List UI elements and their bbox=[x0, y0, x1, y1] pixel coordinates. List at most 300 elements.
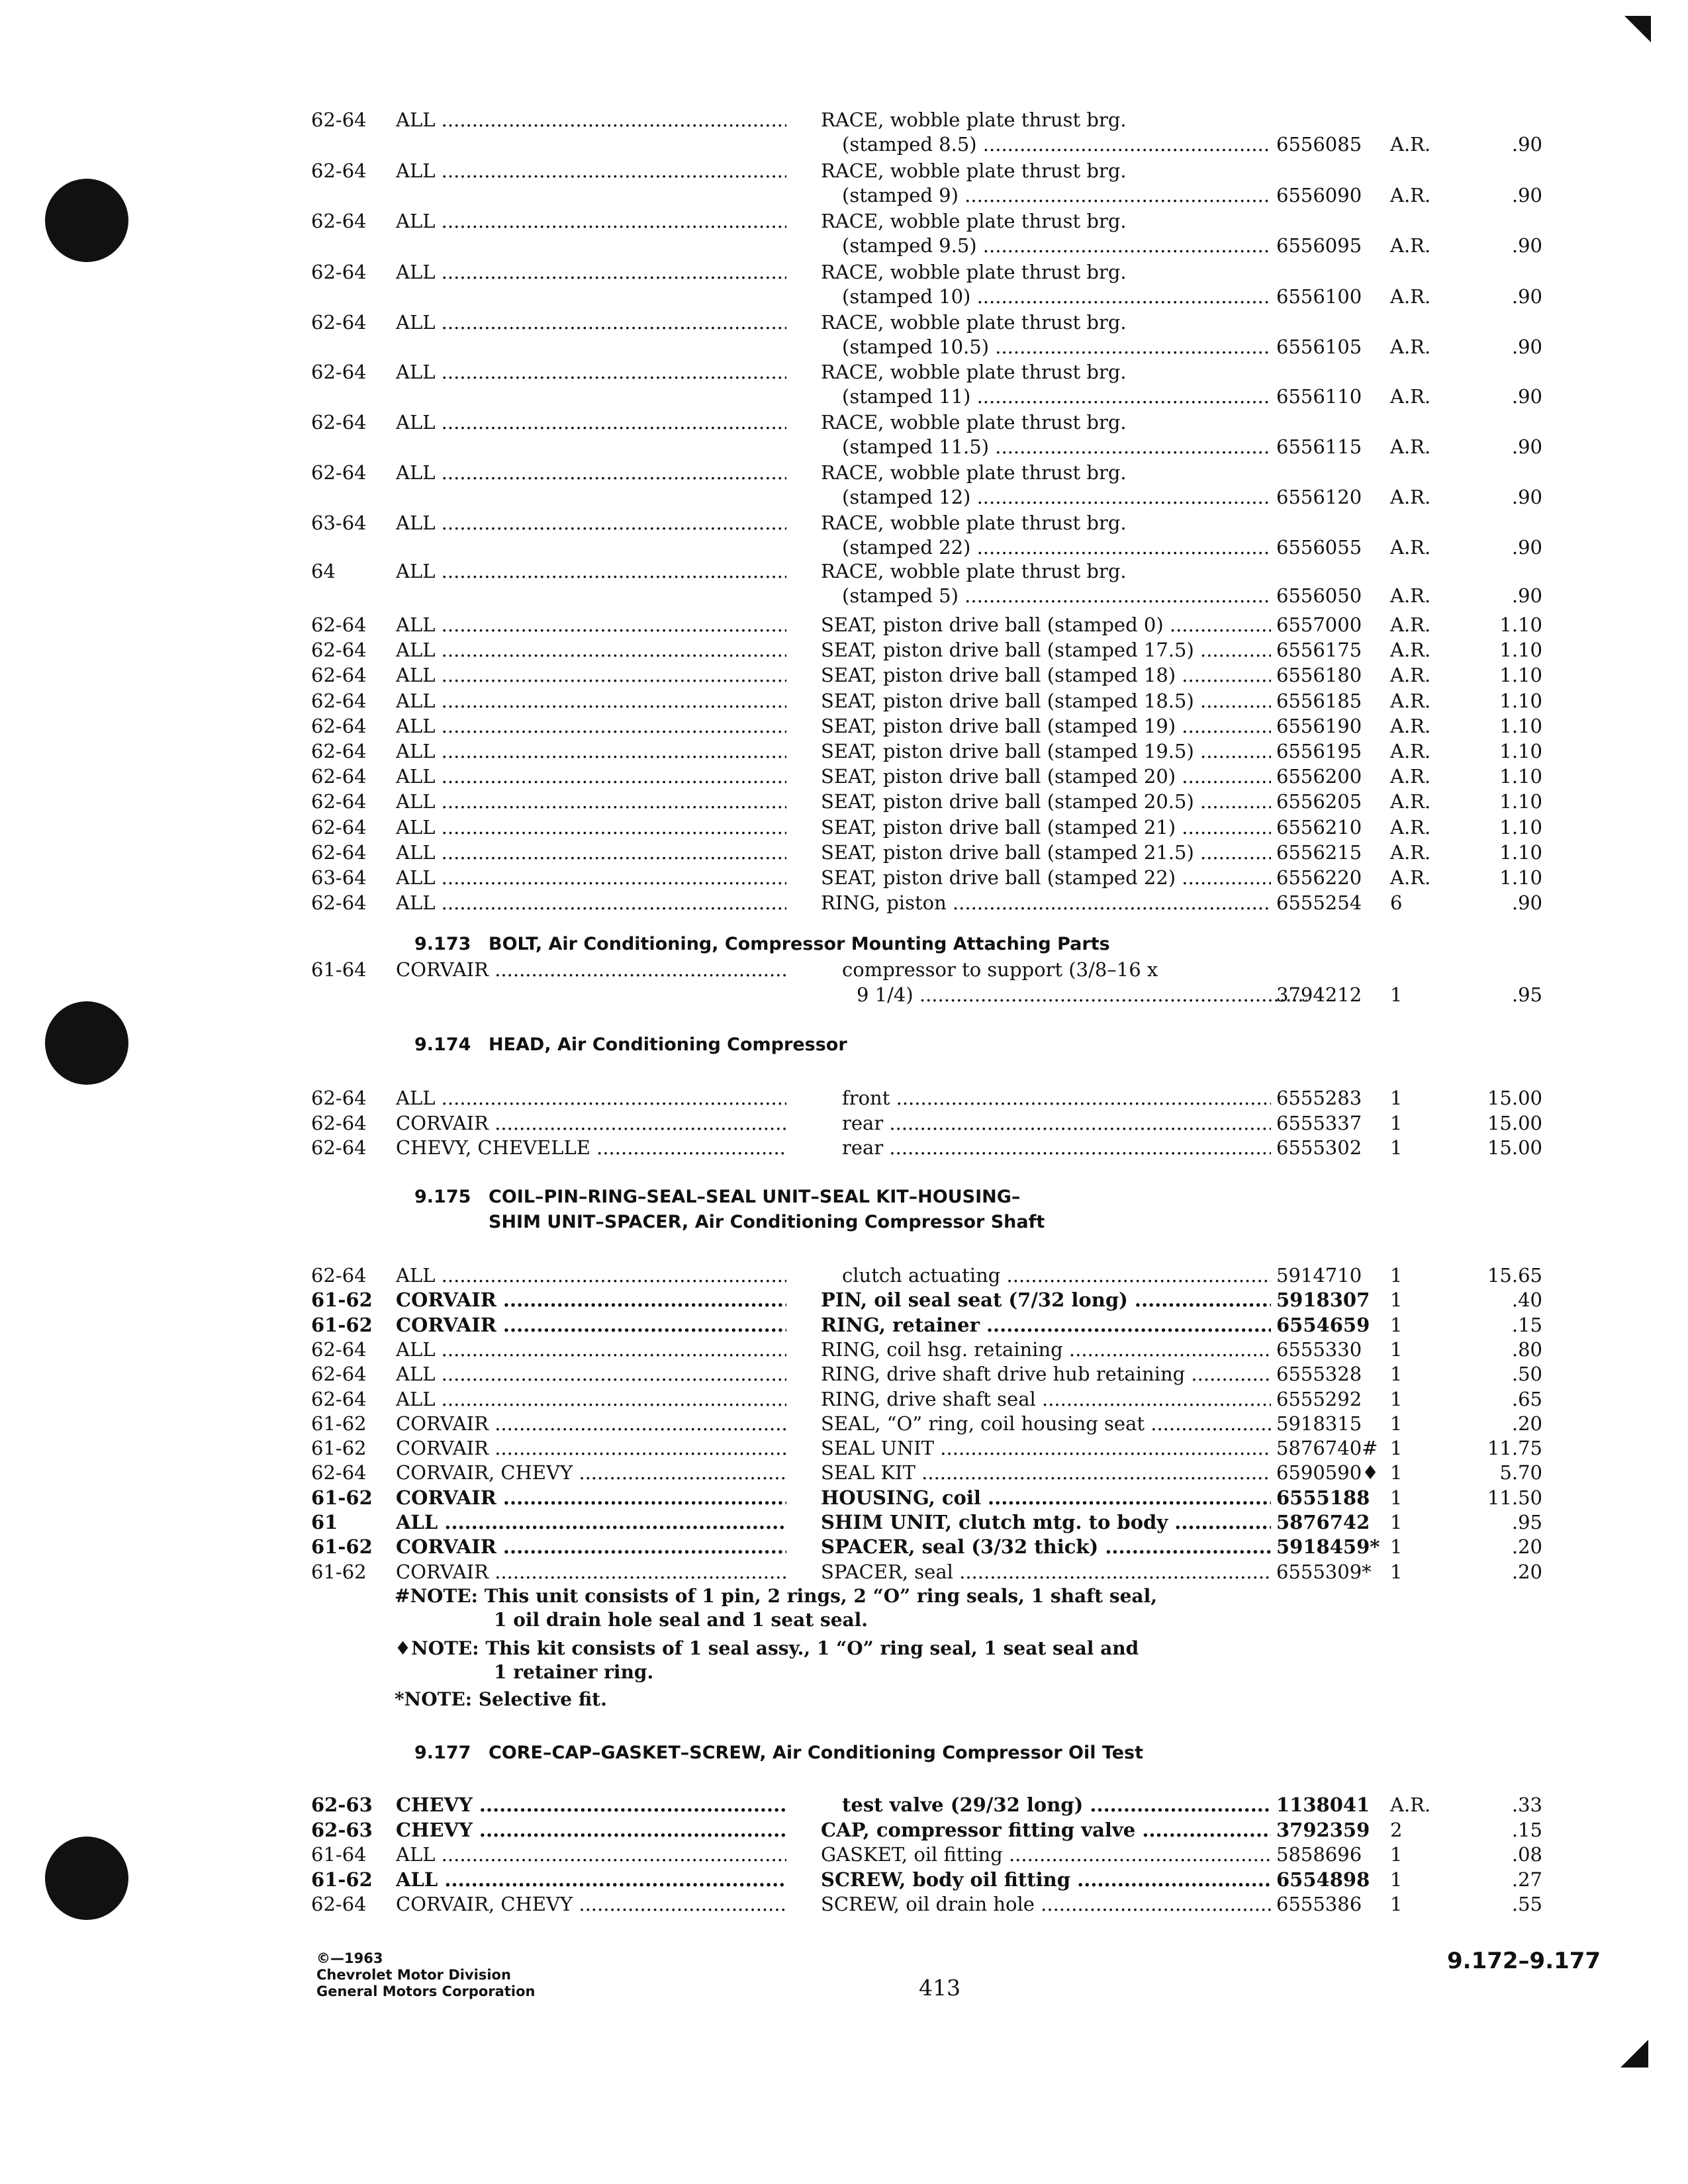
quantity: A.R. bbox=[1390, 184, 1431, 206]
model: ALL ..... bbox=[396, 713, 786, 739]
race-row-line1 bbox=[0, 510, 1688, 535]
oil-test-row bbox=[0, 1842, 1688, 1867]
year-range: 62-64 bbox=[311, 689, 367, 712]
note-line: #NOTE: This unit consists of 1 pin, 2 rings, 2 “O” ring seals, 1 shaft seal, bbox=[395, 1585, 1157, 1607]
part-description: SEAT, piston drive ball (stamped 18.5) ..... bbox=[821, 688, 1271, 713]
part-number: 5918459* bbox=[1276, 1535, 1380, 1559]
quantity: 1 bbox=[1390, 1486, 1403, 1509]
model: ALL ..... bbox=[396, 739, 786, 764]
copyright-line: ©—1963 bbox=[316, 1950, 383, 1966]
model: CORVAIR ..... bbox=[396, 1312, 786, 1338]
price: .95 bbox=[1511, 983, 1542, 1006]
year-range: 61-62 bbox=[311, 1868, 373, 1891]
part-description: (stamped 10) ..... bbox=[842, 284, 1271, 309]
shaft-part-row bbox=[0, 1361, 1688, 1387]
year-range: 61-62 bbox=[311, 1486, 373, 1509]
quantity: 1 bbox=[1390, 1087, 1403, 1109]
note-continuation: 1 retainer ring. bbox=[494, 1661, 654, 1683]
quantity: A.R. bbox=[1390, 435, 1431, 458]
note-line: ♦NOTE: This kit consists of 1 seal assy., 1 “O” ring seal, 1 seat seal and bbox=[395, 1637, 1139, 1659]
part-number: 6556105 bbox=[1276, 336, 1362, 358]
year-range: 62-64 bbox=[311, 311, 367, 334]
race-row-line1 bbox=[0, 310, 1688, 335]
quantity: 1 bbox=[1390, 1461, 1403, 1484]
year-range: 62-64 bbox=[311, 891, 367, 915]
model: ALL ..... bbox=[396, 1387, 786, 1412]
price: .65 bbox=[1511, 1387, 1542, 1410]
part-description: SCREW, oil drain hole ..... bbox=[821, 1891, 1271, 1917]
part-description: rear ..... bbox=[842, 1135, 1271, 1160]
race-row-line2 bbox=[0, 583, 1688, 608]
part-description: RACE, wobble plate thrust brg. bbox=[821, 461, 1127, 484]
part-number: 5876740# bbox=[1276, 1437, 1378, 1460]
section-title: HEAD, Air Conditioning Compressor bbox=[489, 1034, 847, 1055]
quantity: 1 bbox=[1390, 1387, 1403, 1410]
year-range: 62-64 bbox=[311, 361, 367, 383]
seat-row bbox=[0, 764, 1688, 789]
part-description: RACE, wobble plate thrust brg. bbox=[821, 361, 1127, 383]
quantity: A.R. bbox=[1390, 714, 1431, 737]
price: .95 bbox=[1511, 1511, 1542, 1533]
model: ALL ..... bbox=[396, 1510, 786, 1535]
model: ALL ..... bbox=[396, 612, 786, 637]
year-range: 61-62 bbox=[311, 1313, 373, 1336]
part-description: SEAT, piston drive ball (stamped 19) ..... bbox=[821, 713, 1271, 739]
price: 1.10 bbox=[1499, 740, 1542, 762]
race-row-line1 bbox=[0, 208, 1688, 234]
year-range: 61-64 bbox=[311, 958, 367, 981]
quantity: 1 bbox=[1390, 1560, 1403, 1583]
part-number: 3794212 bbox=[1276, 983, 1362, 1006]
shaft-part-row bbox=[0, 1337, 1688, 1362]
year-range: 62-64 bbox=[311, 1087, 367, 1109]
seat-row bbox=[0, 688, 1688, 713]
price: .40 bbox=[1511, 1289, 1542, 1312]
quantity: A.R. bbox=[1390, 841, 1431, 864]
year-range: 61-64 bbox=[311, 1843, 367, 1866]
part-number: 6556205 bbox=[1276, 790, 1362, 813]
part-description: SCREW, body oil fitting ..... bbox=[821, 1867, 1271, 1892]
seat-row bbox=[0, 815, 1688, 840]
quantity: A.R. bbox=[1390, 486, 1431, 508]
quantity: 1 bbox=[1390, 1412, 1403, 1435]
price: 1.10 bbox=[1499, 765, 1542, 788]
section-title: CORE–CAP–GASKET–SCREW, Air Conditioning Compressor Oil Test bbox=[489, 1743, 1144, 1763]
section-9-175-heading-line2: SHIM UNIT–SPACER, Air Conditioning Compressor Shaft bbox=[489, 1212, 1045, 1232]
part-number: 6556050 bbox=[1276, 584, 1362, 607]
part-number: 5918307 bbox=[1276, 1289, 1370, 1312]
part-description: SEAT, piston drive ball (stamped 20) ..... bbox=[821, 764, 1271, 789]
price: .15 bbox=[1511, 1818, 1542, 1841]
part-number: 6556055 bbox=[1276, 536, 1362, 559]
part-description: (stamped 22) ..... bbox=[842, 535, 1271, 560]
part-number: 6555328 bbox=[1276, 1363, 1362, 1386]
price: 11.75 bbox=[1487, 1437, 1542, 1460]
corner-mark-bottom-right bbox=[1620, 2040, 1648, 2068]
year-range: 62-64 bbox=[311, 1387, 367, 1410]
page-number: 413 bbox=[919, 1975, 961, 2001]
oil-test-row bbox=[0, 1891, 1688, 1917]
part-number: 6555337 bbox=[1276, 1111, 1362, 1134]
model: ALL ..... bbox=[396, 637, 786, 662]
shaft-part-row bbox=[0, 1387, 1688, 1412]
quantity: 1 bbox=[1390, 1136, 1403, 1159]
model: CORVAIR ..... bbox=[396, 1111, 786, 1136]
part-description: SEAL KIT ..... bbox=[821, 1460, 1271, 1485]
part-number: 6555283 bbox=[1276, 1087, 1362, 1109]
part-number: 6556195 bbox=[1276, 740, 1362, 762]
price: 11.50 bbox=[1487, 1486, 1542, 1509]
quantity: A.R. bbox=[1390, 689, 1431, 712]
head-row bbox=[0, 1111, 1688, 1136]
model: ALL ..... bbox=[396, 510, 786, 535]
section-range: 9.172–9.177 bbox=[1447, 1948, 1601, 1974]
year-range: 61-62 bbox=[311, 1412, 367, 1435]
part-description: RACE, wobble plate thrust brg. bbox=[821, 560, 1127, 582]
price: .80 bbox=[1511, 1338, 1542, 1361]
price: .90 bbox=[1511, 435, 1542, 458]
shaft-part-row bbox=[0, 1534, 1688, 1559]
race-row-line1 bbox=[0, 107, 1688, 132]
part-description: RACE, wobble plate thrust brg. bbox=[821, 109, 1127, 131]
section-title: BOLT, Air Conditioning, Compressor Mounting Attaching Parts bbox=[489, 934, 1110, 954]
part-number: 6556185 bbox=[1276, 689, 1362, 712]
model: CORVAIR ..... bbox=[396, 1485, 786, 1510]
part-number: 6555330 bbox=[1276, 1338, 1362, 1361]
part-number: 6556100 bbox=[1276, 285, 1362, 308]
race-row-line1 bbox=[0, 410, 1688, 435]
part-description: RACE, wobble plate thrust brg. bbox=[821, 210, 1127, 232]
year-range: 62-64 bbox=[311, 815, 367, 839]
part-number: 6554659 bbox=[1276, 1313, 1370, 1336]
section-number: 9.175 bbox=[414, 1187, 471, 1207]
year-range: 62-64 bbox=[311, 411, 367, 433]
quantity: A.R. bbox=[1390, 336, 1431, 358]
model: ALL ..... bbox=[396, 1263, 786, 1288]
price: .90 bbox=[1511, 891, 1542, 915]
bolt-row-line1 bbox=[0, 957, 1688, 982]
race-row-line2 bbox=[0, 284, 1688, 309]
price: 15.65 bbox=[1487, 1264, 1542, 1287]
quantity: 1 bbox=[1390, 1313, 1403, 1336]
quantity: A.R. bbox=[1390, 234, 1431, 257]
year-range: 63-64 bbox=[311, 512, 367, 534]
year-range: 62-64 bbox=[311, 261, 367, 283]
section-9-173-heading bbox=[414, 932, 1110, 957]
year-range: 62-64 bbox=[311, 1363, 367, 1386]
year-range: 62-64 bbox=[311, 159, 367, 182]
year-range: 62-64 bbox=[311, 639, 367, 662]
model: ALL ..... bbox=[396, 460, 786, 485]
race-row-line1 bbox=[0, 158, 1688, 183]
part-number: 6556180 bbox=[1276, 664, 1362, 687]
model: ALL ..... bbox=[396, 208, 786, 234]
part-number: 6556210 bbox=[1276, 815, 1362, 839]
year-range: 62-64 bbox=[311, 109, 367, 131]
quantity: 1 bbox=[1390, 1111, 1403, 1134]
quantity: 1 bbox=[1390, 1511, 1403, 1533]
year-range: 62-64 bbox=[311, 765, 367, 788]
seat-row bbox=[0, 840, 1688, 865]
price: 1.10 bbox=[1499, 815, 1542, 839]
model: ALL ..... bbox=[396, 815, 786, 840]
part-description: SEAL, “O” ring, coil housing seat ..... bbox=[821, 1411, 1271, 1436]
quantity: 1 bbox=[1390, 1843, 1403, 1866]
part-number: 6556110 bbox=[1276, 385, 1362, 408]
publisher-division: Chevrolet Motor Division bbox=[316, 1967, 511, 1983]
part-number: 6555309* bbox=[1276, 1560, 1372, 1583]
model: ALL ..... bbox=[396, 890, 786, 915]
quantity: A.R. bbox=[1390, 385, 1431, 408]
price: .50 bbox=[1511, 1363, 1542, 1386]
year-range: 62-64 bbox=[311, 841, 367, 864]
part-number: 6555292 bbox=[1276, 1387, 1362, 1410]
race-row-line1 bbox=[0, 259, 1688, 285]
part-number: 5876742 bbox=[1276, 1511, 1370, 1533]
part-description: 9 1/4) ..... bbox=[857, 982, 1307, 1007]
note-line: *NOTE: Selective fit. bbox=[395, 1688, 607, 1710]
race-row-line1 bbox=[0, 460, 1688, 485]
part-description: RING, drive shaft seal ..... bbox=[821, 1387, 1271, 1412]
year-range: 62-64 bbox=[311, 1264, 367, 1287]
race-row-line2 bbox=[0, 484, 1688, 510]
model: CORVAIR, CHEVY ..... bbox=[396, 1460, 786, 1485]
model: ALL ..... bbox=[396, 1842, 786, 1867]
quantity: A.R. bbox=[1390, 866, 1431, 889]
part-number: 6557000 bbox=[1276, 614, 1362, 636]
part-number: 1138041 bbox=[1276, 1794, 1370, 1816]
oil-test-row bbox=[0, 1817, 1688, 1843]
race-row-line2 bbox=[0, 233, 1688, 258]
seat-row bbox=[0, 890, 1688, 915]
quantity: A.R. bbox=[1390, 790, 1431, 813]
part-description: RING, coil hsg. retaining ..... bbox=[821, 1337, 1271, 1362]
year-range: 62-64 bbox=[311, 1136, 367, 1159]
model: ALL ..... bbox=[396, 688, 786, 713]
part-description: rear ..... bbox=[842, 1111, 1271, 1136]
shaft-part-row bbox=[0, 1263, 1688, 1288]
part-number: 6556090 bbox=[1276, 184, 1362, 206]
part-number: 6554898 bbox=[1276, 1868, 1370, 1891]
shaft-part-row bbox=[0, 1460, 1688, 1485]
year-range: 62-64 bbox=[311, 1111, 367, 1134]
model: ALL ..... bbox=[396, 865, 786, 890]
part-number: 3792359 bbox=[1276, 1818, 1370, 1841]
year-range: 62-64 bbox=[311, 1461, 367, 1484]
price: .15 bbox=[1511, 1313, 1542, 1336]
year-range: 64 bbox=[311, 560, 336, 582]
seat-row bbox=[0, 739, 1688, 764]
note-continuation: 1 oil drain hole seal and 1 seat seal. bbox=[494, 1609, 868, 1631]
seat-row bbox=[0, 662, 1688, 688]
year-range: 62-64 bbox=[311, 790, 367, 813]
part-description: SEAT, piston drive ball (stamped 19.5) ..... bbox=[821, 739, 1271, 764]
model: CORVAIR ..... bbox=[396, 1435, 786, 1461]
part-number: 6556215 bbox=[1276, 841, 1362, 864]
year-range: 62-63 bbox=[311, 1818, 373, 1841]
part-description: test valve (29/32 long) ..... bbox=[842, 1792, 1271, 1817]
shaft-part-row bbox=[0, 1485, 1688, 1510]
quantity: A.R. bbox=[1390, 285, 1431, 308]
part-description: SEAT, piston drive ball (stamped 22) ..... bbox=[821, 865, 1271, 890]
quantity: 1 bbox=[1390, 1363, 1403, 1386]
part-description: SEAL UNIT ..... bbox=[821, 1435, 1271, 1461]
part-description: RACE, wobble plate thrust brg. bbox=[821, 159, 1127, 182]
model: ALL ..... bbox=[396, 764, 786, 789]
model: ALL ..... bbox=[396, 1867, 786, 1892]
model: ALL ..... bbox=[396, 107, 786, 132]
quantity: 1 bbox=[1390, 1535, 1403, 1559]
part-description: compressor to support (3/8–16 x bbox=[842, 958, 1158, 981]
year-range: 61-62 bbox=[311, 1437, 367, 1460]
part-number: 6556115 bbox=[1276, 435, 1362, 458]
race-row-line2 bbox=[0, 535, 1688, 560]
section-number: 9.173 bbox=[414, 934, 471, 954]
quantity: 1 bbox=[1390, 1289, 1403, 1312]
part-number: 6556190 bbox=[1276, 714, 1362, 737]
quantity: A.R. bbox=[1390, 1794, 1431, 1816]
shaft-part-row bbox=[0, 1510, 1688, 1535]
part-description: (stamped 12) ..... bbox=[842, 484, 1271, 510]
shaft-part-row bbox=[0, 1287, 1688, 1312]
part-description: SPACER, seal ..... bbox=[821, 1559, 1271, 1584]
section-title: COIL–PIN–RING–SEAL–SEAL UNIT–SEAL KIT–HOUSING– bbox=[489, 1187, 1021, 1207]
seat-row bbox=[0, 612, 1688, 637]
part-number: 5914710 bbox=[1276, 1264, 1362, 1287]
quantity: A.R. bbox=[1390, 584, 1431, 607]
race-row-line1 bbox=[0, 559, 1688, 584]
part-description: SPACER, seal (3/32 thick) ..... bbox=[821, 1534, 1271, 1559]
price: .55 bbox=[1511, 1893, 1542, 1915]
head-row bbox=[0, 1135, 1688, 1160]
shaft-part-row bbox=[0, 1312, 1688, 1338]
quantity: A.R. bbox=[1390, 614, 1431, 636]
part-description: SHIM UNIT, clutch mtg. to body ..... bbox=[821, 1510, 1271, 1535]
price: .33 bbox=[1511, 1794, 1542, 1816]
seat-row bbox=[0, 637, 1688, 662]
quantity: A.R. bbox=[1390, 740, 1431, 762]
part-description: (stamped 11) ..... bbox=[842, 384, 1271, 409]
price: 1.10 bbox=[1499, 689, 1542, 712]
section-9-177-heading bbox=[414, 1741, 1143, 1766]
shaft-part-row bbox=[0, 1559, 1688, 1584]
part-description: RACE, wobble plate thrust brg. bbox=[821, 311, 1127, 334]
year-range: 62-64 bbox=[311, 210, 367, 232]
price: 15.00 bbox=[1487, 1087, 1542, 1109]
quantity: A.R. bbox=[1390, 639, 1431, 662]
price: 15.00 bbox=[1487, 1111, 1542, 1134]
seat-row bbox=[0, 789, 1688, 814]
year-range: 62-63 bbox=[311, 1794, 373, 1816]
part-description: (stamped 11.5) ..... bbox=[842, 434, 1271, 459]
part-description: (stamped 5) ..... bbox=[842, 583, 1271, 608]
part-number: 6556120 bbox=[1276, 486, 1362, 508]
quantity: A.R. bbox=[1390, 815, 1431, 839]
bolt-row-line2 bbox=[0, 982, 1688, 1007]
part-description: SEAT, piston drive ball (stamped 18) ..... bbox=[821, 662, 1271, 688]
part-description: (stamped 9) ..... bbox=[842, 183, 1271, 208]
part-description: RING, piston ..... bbox=[821, 890, 1271, 915]
part-description: (stamped 8.5) ..... bbox=[842, 132, 1271, 157]
part-description: (stamped 10.5) ..... bbox=[842, 334, 1271, 359]
shaft-part-row bbox=[0, 1435, 1688, 1461]
race-row-line1 bbox=[0, 359, 1688, 385]
model: ALL ..... bbox=[396, 410, 786, 435]
part-description: SEAT, piston drive ball (stamped 20.5) ..... bbox=[821, 789, 1271, 814]
quantity: A.R. bbox=[1390, 765, 1431, 788]
model: ALL ..... bbox=[396, 789, 786, 814]
model: ALL ..... bbox=[396, 158, 786, 183]
quantity: A.R. bbox=[1390, 536, 1431, 559]
model: CHEVY ..... bbox=[396, 1817, 786, 1843]
seat-row bbox=[0, 865, 1688, 890]
race-row-line2 bbox=[0, 132, 1688, 157]
part-description: GASKET, oil fitting ..... bbox=[821, 1842, 1271, 1867]
part-description: SEAT, piston drive ball (stamped 21.5) ..... bbox=[821, 840, 1271, 865]
quantity: A.R. bbox=[1390, 664, 1431, 687]
model: ALL ..... bbox=[396, 1337, 786, 1362]
model: CORVAIR ..... bbox=[396, 1287, 786, 1312]
price: 15.00 bbox=[1487, 1136, 1542, 1159]
part-number: 6590590♦ bbox=[1276, 1461, 1380, 1484]
quantity: 1 bbox=[1390, 1437, 1403, 1460]
price: 1.10 bbox=[1499, 841, 1542, 864]
part-description: HOUSING, coil ..... bbox=[821, 1485, 1271, 1510]
year-range: 61-62 bbox=[311, 1535, 373, 1559]
part-description: clutch actuating ..... bbox=[842, 1263, 1271, 1288]
price: .90 bbox=[1511, 486, 1542, 508]
price: .20 bbox=[1511, 1560, 1542, 1583]
price: .20 bbox=[1511, 1412, 1542, 1435]
price: 5.70 bbox=[1499, 1461, 1542, 1484]
quantity: 1 bbox=[1390, 1338, 1403, 1361]
part-description: SEAT, piston drive ball (stamped 0) ..... bbox=[821, 612, 1271, 637]
part-description: (stamped 9.5) ..... bbox=[842, 233, 1271, 258]
part-number: 5918315 bbox=[1276, 1412, 1362, 1435]
price: 1.10 bbox=[1499, 639, 1542, 662]
model: ALL ..... bbox=[396, 1361, 786, 1387]
section-9-174-heading bbox=[414, 1032, 847, 1058]
quantity: 1 bbox=[1390, 1893, 1403, 1915]
price: .90 bbox=[1511, 584, 1542, 607]
model: CORVAIR ..... bbox=[396, 1534, 786, 1559]
price: .27 bbox=[1511, 1868, 1542, 1891]
quantity: 6 bbox=[1390, 891, 1403, 915]
year-range: 62-64 bbox=[311, 714, 367, 737]
model: CHEVY, CHEVELLE ..... bbox=[396, 1135, 786, 1160]
year-range: 62-64 bbox=[311, 1338, 367, 1361]
part-number: 6555302 bbox=[1276, 1136, 1362, 1159]
year-range: 62-64 bbox=[311, 461, 367, 484]
publisher-corporation: General Motors Corporation bbox=[316, 1983, 536, 1999]
race-row-line2 bbox=[0, 434, 1688, 459]
part-number: 6556095 bbox=[1276, 234, 1362, 257]
race-row-line2 bbox=[0, 384, 1688, 409]
race-row-line2 bbox=[0, 334, 1688, 359]
quantity: 1 bbox=[1390, 983, 1403, 1006]
quantity: 1 bbox=[1390, 1868, 1403, 1891]
price: .08 bbox=[1511, 1843, 1542, 1866]
section-number: 9.177 bbox=[414, 1743, 471, 1763]
price: .90 bbox=[1511, 285, 1542, 308]
part-number: 6556085 bbox=[1276, 133, 1362, 156]
oil-test-row bbox=[0, 1867, 1688, 1892]
part-description: CAP, compressor fitting valve ..... bbox=[821, 1817, 1271, 1843]
quantity: 1 bbox=[1390, 1264, 1403, 1287]
part-description: PIN, oil seal seat (7/32 long) ..... bbox=[821, 1287, 1271, 1312]
price: 1.10 bbox=[1499, 614, 1542, 636]
model: ALL ..... bbox=[396, 840, 786, 865]
